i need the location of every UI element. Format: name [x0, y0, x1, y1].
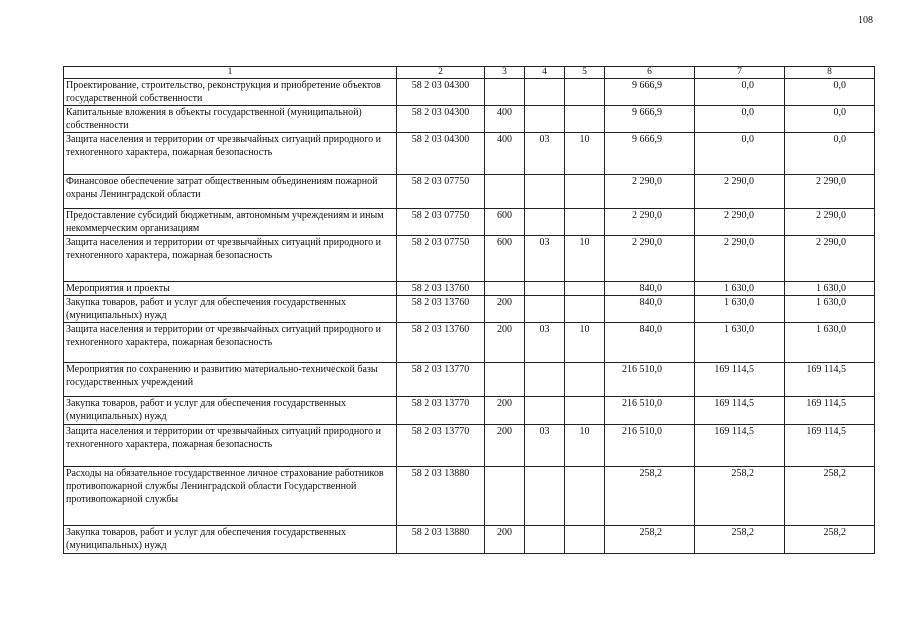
name-cell: Закупка товаров, работ и услуг для обеспечения государственных (муниципальных) нужд	[64, 296, 397, 323]
col3-cell	[485, 282, 525, 296]
col4-cell	[525, 282, 565, 296]
code-cell: 58 2 03 13880	[397, 467, 485, 526]
page-number: 108	[858, 15, 873, 26]
table-row	[64, 323, 875, 363]
code-cell: 58 2 03 04300	[397, 79, 485, 106]
header-col-3: 3	[485, 67, 525, 79]
value-col8-cell: 1 630,0	[785, 323, 875, 363]
col5-cell	[565, 209, 605, 236]
value-col8-cell: 258,2	[785, 467, 875, 526]
value-col8-cell: 2 290,0	[785, 236, 875, 282]
value-col6-cell: 840,0	[605, 282, 695, 296]
name-cell: Проектирование, строительство, реконструкция и приобретение объектов государственной собственности	[64, 79, 397, 106]
col3-cell	[485, 175, 525, 209]
col3-cell: 400	[485, 106, 525, 133]
code-cell: 58 2 03 13770	[397, 363, 485, 397]
code-cell: 58 2 03 13880	[397, 526, 485, 554]
code-cell: 58 2 03 07750	[397, 209, 485, 236]
name-cell: Финансовое обеспечение затрат общественным объединениям пожарной охраны Ленинградской области	[64, 175, 397, 209]
col3-cell	[485, 363, 525, 397]
value-col7-cell: 0,0	[695, 79, 785, 106]
col4-cell	[525, 363, 565, 397]
value-col7-cell: 169 114,5	[695, 425, 785, 467]
value-col6-cell: 216 510,0	[605, 363, 695, 397]
value-col8-cell: 1 630,0	[785, 296, 875, 323]
code-cell: 58 2 03 13760	[397, 296, 485, 323]
col5-cell: 10	[565, 425, 605, 467]
name-cell: Предоставление субсидий бюджетным, автономным учреждениям и иным некоммерческим организациям	[64, 209, 397, 236]
value-col7-cell: 1 630,0	[695, 282, 785, 296]
col3-cell: 200	[485, 296, 525, 323]
value-col6-cell: 840,0	[605, 323, 695, 363]
value-col8-cell: 258,2	[785, 526, 875, 554]
value-col7-cell: 258,2	[695, 526, 785, 554]
table-row	[64, 363, 875, 397]
value-col8-cell: 169 114,5	[785, 425, 875, 467]
name-cell: Защита населения и территории от чрезвычайных ситуаций природного и техногенного характера, пожарная безопасность	[64, 425, 397, 467]
col5-cell	[565, 296, 605, 323]
col4-cell	[525, 79, 565, 106]
code-cell: 58 2 03 07750	[397, 175, 485, 209]
value-col8-cell: 1 630,0	[785, 282, 875, 296]
value-col6-cell: 9 666,9	[605, 106, 695, 133]
col3-cell: 600	[485, 236, 525, 282]
col4-cell	[525, 209, 565, 236]
value-col6-cell: 2 290,0	[605, 236, 695, 282]
value-col7-cell: 2 290,0	[695, 236, 785, 282]
col5-cell	[565, 79, 605, 106]
value-col7-cell: 1 630,0	[695, 323, 785, 363]
name-cell: Мероприятия и проекты	[64, 282, 397, 296]
value-col6-cell: 258,2	[605, 526, 695, 554]
table-row	[64, 133, 875, 175]
col4-cell: 03	[525, 236, 565, 282]
col5-cell	[565, 106, 605, 133]
value-col7-cell: 258,2	[695, 467, 785, 526]
value-col7-cell: 0,0	[695, 133, 785, 175]
value-col6-cell: 2 290,0	[605, 175, 695, 209]
value-col6-cell: 840,0	[605, 296, 695, 323]
name-cell: Защита населения и территории от чрезвычайных ситуаций природного и техногенного характера, пожарная безопасность	[64, 133, 397, 175]
col4-cell	[525, 467, 565, 526]
name-cell: Закупка товаров, работ и услуг для обеспечения государственных (муниципальных) нужд	[64, 397, 397, 425]
name-cell: Капитальные вложения в объекты государственной (муниципальной) собственности	[64, 106, 397, 133]
col3-cell	[485, 467, 525, 526]
col4-cell	[525, 397, 565, 425]
col5-cell	[565, 467, 605, 526]
col4-cell: 03	[525, 323, 565, 363]
col5-cell: 10	[565, 323, 605, 363]
col4-cell	[525, 296, 565, 323]
code-cell: 58 2 03 13760	[397, 282, 485, 296]
header-col-1: 1	[64, 67, 397, 79]
col3-cell: 200	[485, 526, 525, 554]
col4-cell	[525, 106, 565, 133]
value-col8-cell: 2 290,0	[785, 175, 875, 209]
name-cell: Закупка товаров, работ и услуг для обеспечения государственных (муниципальных) нужд	[64, 526, 397, 554]
header-col-7: 7	[695, 67, 785, 79]
table-row	[64, 175, 875, 209]
table-row	[64, 236, 875, 282]
code-cell: 58 2 03 13770	[397, 425, 485, 467]
table-row	[64, 79, 875, 106]
code-cell: 58 2 03 13760	[397, 323, 485, 363]
value-col6-cell: 258,2	[605, 467, 695, 526]
value-col7-cell: 169 114,5	[695, 363, 785, 397]
code-cell: 58 2 03 13770	[397, 397, 485, 425]
col5-cell: 10	[565, 133, 605, 175]
table-row	[64, 209, 875, 236]
value-col7-cell: 0,0	[695, 106, 785, 133]
name-cell: Мероприятия по сохранению и развитию материально-технической базы государственных учреждений	[64, 363, 397, 397]
table-row	[64, 526, 875, 554]
value-col7-cell: 2 290,0	[695, 209, 785, 236]
table-row	[64, 296, 875, 323]
col3-cell	[485, 79, 525, 106]
col5-cell	[565, 282, 605, 296]
col4-cell: 03	[525, 133, 565, 175]
value-col6-cell: 9 666,9	[605, 133, 695, 175]
value-col7-cell: 1 630,0	[695, 296, 785, 323]
header-col-6: 6	[605, 67, 695, 79]
value-col8-cell: 2 290,0	[785, 209, 875, 236]
header-col-8: 8	[785, 67, 875, 79]
header-col-4: 4	[525, 67, 565, 79]
col5-cell: 10	[565, 236, 605, 282]
table-row	[64, 397, 875, 425]
name-cell: Расходы на обязательное государственное личное страхование работников противопожарной службы Ленинградской области Государственной противопожарной службы	[64, 467, 397, 526]
header-col-5: 5	[565, 67, 605, 79]
col3-cell: 200	[485, 425, 525, 467]
value-col6-cell: 216 510,0	[605, 425, 695, 467]
table-row	[64, 106, 875, 133]
value-col7-cell: 2 290,0	[695, 175, 785, 209]
table-row	[64, 282, 875, 296]
table-row	[64, 425, 875, 467]
value-col7-cell: 169 114,5	[695, 397, 785, 425]
value-col8-cell: 0,0	[785, 79, 875, 106]
value-col6-cell: 2 290,0	[605, 209, 695, 236]
table-row	[64, 467, 875, 526]
budget-table	[63, 66, 875, 554]
col5-cell	[565, 175, 605, 209]
value-col6-cell: 216 510,0	[605, 397, 695, 425]
col3-cell: 200	[485, 397, 525, 425]
value-col6-cell: 9 666,9	[605, 79, 695, 106]
header-row	[64, 67, 875, 79]
value-col8-cell: 0,0	[785, 106, 875, 133]
value-col8-cell: 169 114,5	[785, 397, 875, 425]
code-cell: 58 2 03 04300	[397, 133, 485, 175]
value-col8-cell: 0,0	[785, 133, 875, 175]
col3-cell: 600	[485, 209, 525, 236]
name-cell: Защита населения и территории от чрезвычайных ситуаций природного и техногенного характера, пожарная безопасность	[64, 236, 397, 282]
code-cell: 58 2 03 04300	[397, 106, 485, 133]
col3-cell: 400	[485, 133, 525, 175]
header-col-2: 2	[397, 67, 485, 79]
col5-cell	[565, 363, 605, 397]
col4-cell	[525, 175, 565, 209]
col5-cell	[565, 526, 605, 554]
col5-cell	[565, 397, 605, 425]
code-cell: 58 2 03 07750	[397, 236, 485, 282]
col4-cell: 03	[525, 425, 565, 467]
name-cell: Защита населения и территории от чрезвычайных ситуаций природного и техногенного характера, пожарная безопасность	[64, 323, 397, 363]
value-col8-cell: 169 114,5	[785, 363, 875, 397]
col3-cell: 200	[485, 323, 525, 363]
col4-cell	[525, 526, 565, 554]
